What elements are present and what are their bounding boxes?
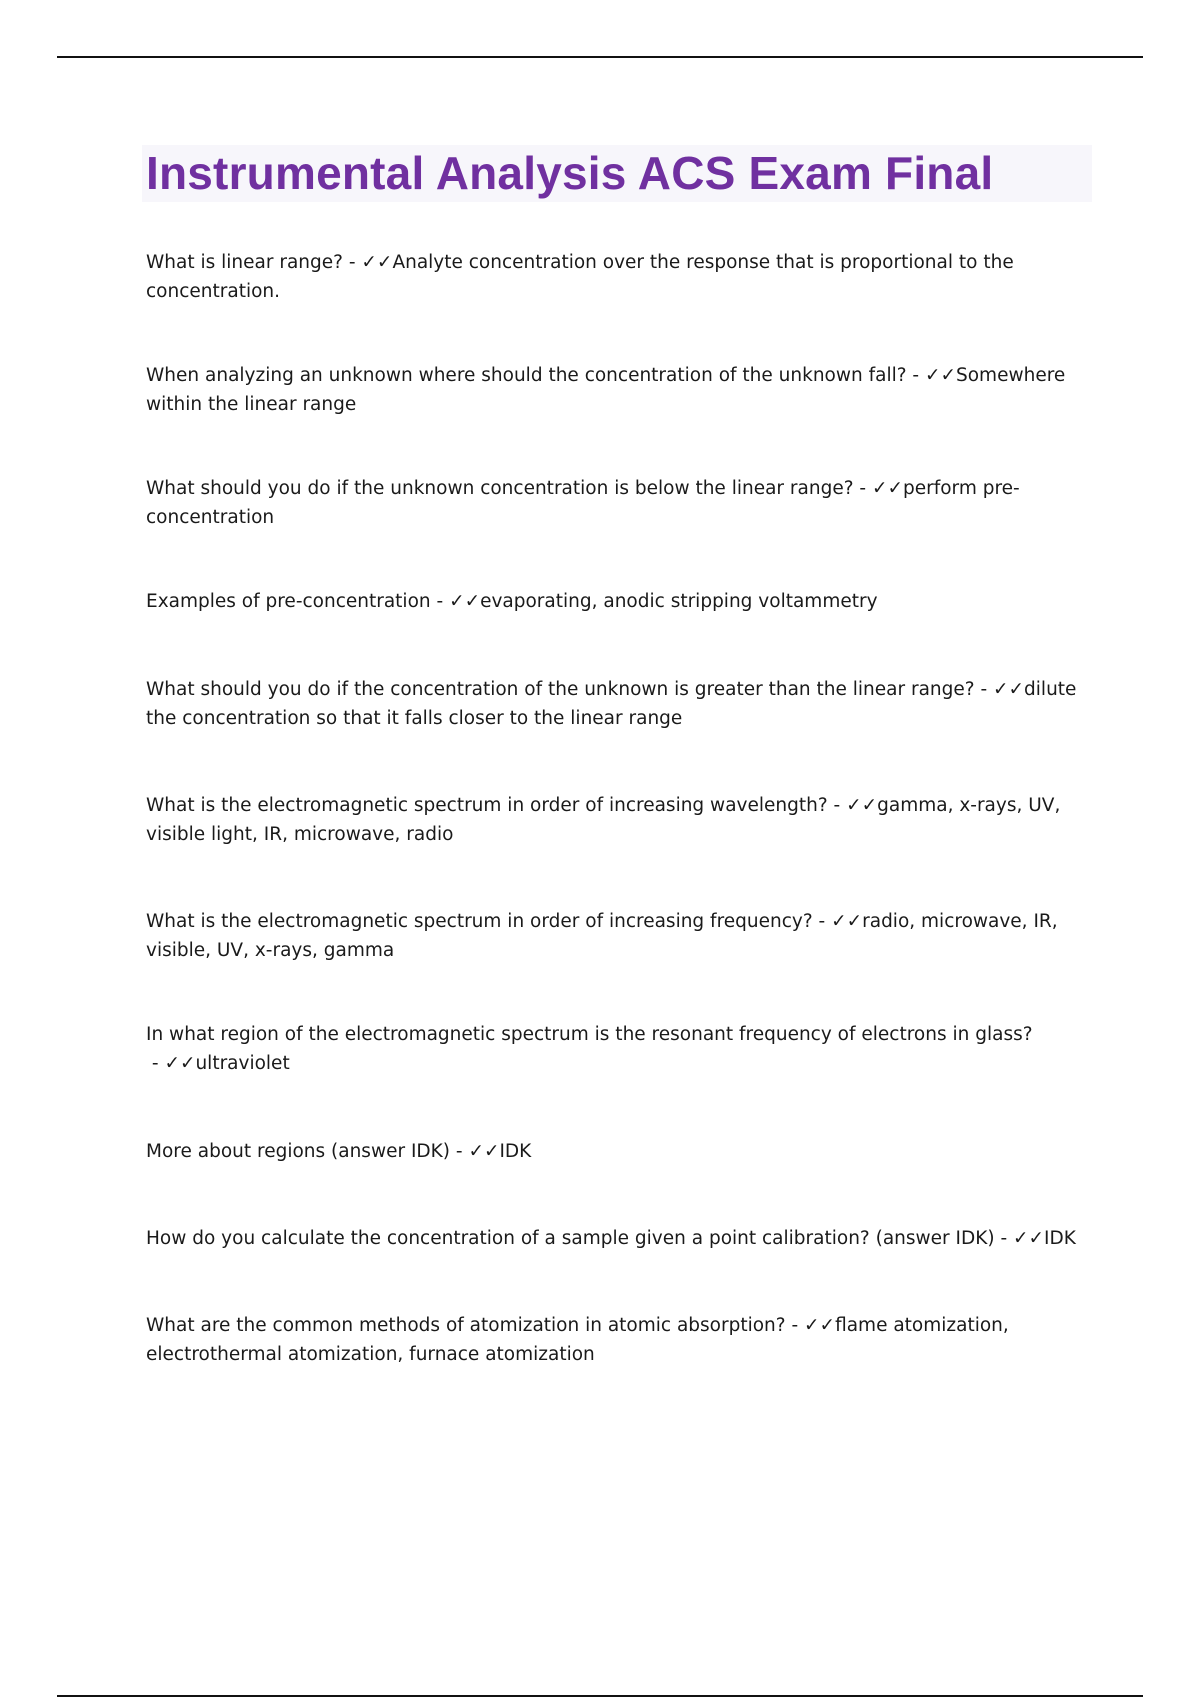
qa-separator: -: [430, 591, 450, 612]
double-check-icon: ✓✓: [846, 795, 878, 816]
double-check-icon: ✓✓: [1013, 1228, 1045, 1249]
qa-item: [146, 675, 1096, 733]
qa-separator: -: [853, 478, 872, 499]
qa-separator: -: [812, 911, 832, 932]
header-rule: [57, 56, 1143, 58]
question-text: In what region of the electromagnetic spectrum is the resonant frequency of electrons in glass?: [146, 1024, 1033, 1045]
double-check-icon: ✓✓: [804, 1315, 836, 1336]
question-text: How do you calculate the concentration of a sample given a point calibration? (answer IDK): [146, 1228, 995, 1249]
qa-separator: -: [906, 365, 925, 386]
answer-text: evaporating, anodic stripping voltammetry: [480, 591, 878, 612]
qa-item: [146, 907, 1096, 965]
double-check-icon: ✓✓: [924, 365, 956, 386]
double-check-icon: ✓✓: [164, 1053, 196, 1074]
double-check-icon: ✓✓: [993, 679, 1025, 700]
answer-text: IDK: [499, 1141, 532, 1162]
question-text: What should you do if the unknown concentration is below the linear range?: [146, 478, 854, 499]
qa-item: [146, 791, 1096, 849]
qa-list: [146, 248, 1096, 1369]
question-text: What are the common methods of atomization in atomic absorption?: [146, 1315, 786, 1336]
answer-text: ultraviolet: [195, 1053, 290, 1074]
qa-separator: -: [785, 1315, 805, 1336]
qa-item: [146, 1137, 1096, 1166]
page-title: Instrumental Analysis ACS Exam Final: [146, 147, 994, 199]
answer-text: radio, microwave, IR, visible, UV, x-rays, gamma: [146, 911, 1058, 961]
footer-rule: [57, 1695, 1143, 1697]
qa-separator: -: [994, 1228, 1014, 1249]
qa-separator: -: [146, 1053, 165, 1074]
double-check-icon: ✓✓: [831, 911, 863, 932]
question-text: When analyzing an unknown where should the concentration of the unknown fall?: [146, 365, 907, 386]
question-text: What is the electromagnetic spectrum in order of increasing wavelength?: [146, 795, 828, 816]
qa-item: [146, 474, 1096, 532]
answer-text: Analyte concentration over the response that is proportional to the concentration.: [146, 252, 1014, 302]
qa-item: [146, 1311, 1096, 1369]
answer-text: perform pre-concentration: [146, 478, 1020, 528]
question-text: More about regions (answer IDK): [146, 1141, 450, 1162]
answer-text: dilute the concentration so that it falls closer to the linear range: [146, 679, 1077, 729]
qa-item: [146, 1224, 1096, 1253]
answer-text: flame atomization, electrothermal atomization, furnace atomization: [146, 1315, 1009, 1365]
answer-text: Somewhere within the linear range: [146, 365, 1066, 415]
double-check-icon: ✓✓: [871, 478, 903, 499]
qa-separator: -: [342, 252, 362, 273]
qa-item: [146, 1020, 1096, 1078]
double-check-icon: ✓✓: [361, 252, 393, 273]
question-text: What is linear range?: [146, 252, 343, 273]
question-text: What is the electromagnetic spectrum in order of increasing frequency?: [146, 911, 813, 932]
qa-item: [146, 361, 1096, 419]
qa-item: [146, 248, 1096, 306]
answer-text: gamma, x-rays, UV, visible light, IR, microwave, radio: [146, 795, 1061, 845]
answer-text: IDK: [1044, 1228, 1076, 1249]
double-check-icon: ✓✓: [468, 1141, 500, 1162]
qa-separator: -: [974, 679, 994, 700]
qa-separator: -: [827, 795, 847, 816]
question-text: Examples of pre-concentration: [146, 591, 431, 612]
question-text: What should you do if the concentration of the unknown is greater than the linear range?: [146, 679, 975, 700]
qa-item: [146, 587, 1096, 616]
qa-separator: -: [450, 1141, 469, 1162]
double-check-icon: ✓✓: [449, 591, 481, 612]
